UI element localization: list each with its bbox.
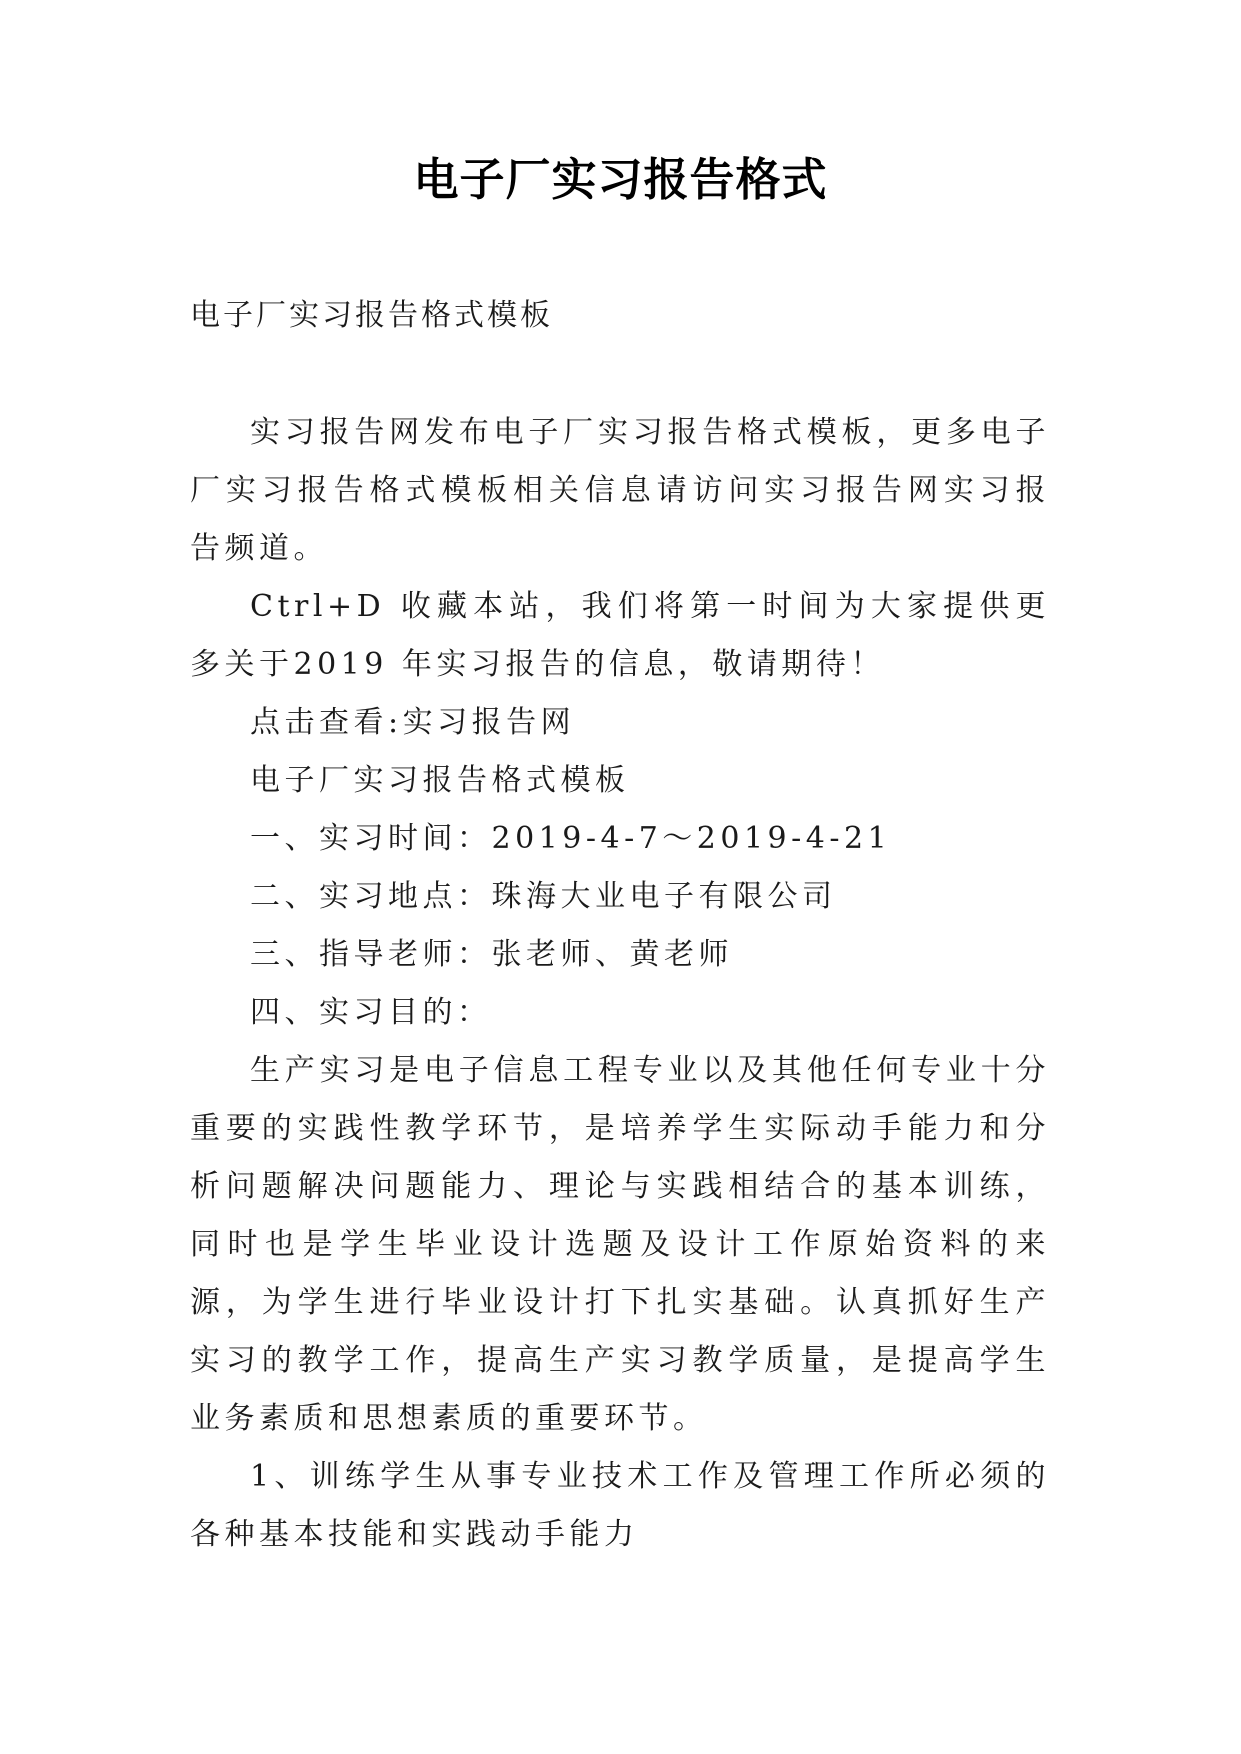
paragraph-bookmark-notice: Ctrl+D 收藏本站，我们将第一时间为大家提供更多关于2019 年实习报告的信息，敬请期待！ (190, 589, 1050, 682)
paragraph-purpose-heading: 四、实习目的： (250, 995, 492, 1030)
paragraph-purpose-body: 生产实习是电子信息工程专业以及其他任何专业十分重要的实践性教学环节，是培养学生实际动手能力和分析问题解决问题能力、理论与实践相结合的基本训练，同时也是学生毕业设计选题及设计工作原始资料的来源，为学生进行毕业设计打下扎实基础。认真抓好生产实习的教学工作，提高生产实习教学质量，是提高学生业务素质和思想素质的重要环节。 (190, 1053, 1050, 1436)
paragraph-internship-time: 一、实习时间：2019-4-7～2019-4-21 (250, 821, 892, 856)
paragraph-internship-location: 二、实习地点：珠海大业电子有限公司 (250, 879, 837, 914)
document-subtitle: 电子厂实习报告格式模板 (190, 298, 553, 333)
paragraph-view-link: 点击查看:实习报告网 (250, 705, 576, 740)
paragraph-item-1: 1、训练学生从事专业技术工作及管理工作所必须的各种基本技能和实践动手能力 (190, 1459, 1050, 1552)
document-title: 电子厂实习报告格式 (413, 153, 828, 206)
paragraph-template-heading: 电子厂实习报告格式模板 (250, 763, 630, 798)
paragraph-supervisors: 三、指导老师：张老师、黄老师 (250, 937, 733, 972)
paragraph-intro: 实习报告网发布电子厂实习报告格式模板，更多电子厂实习报告格式模板相关信息请访问实习报告网实习报告频道。 (190, 415, 1050, 566)
document-body (190, 404, 1050, 1564)
